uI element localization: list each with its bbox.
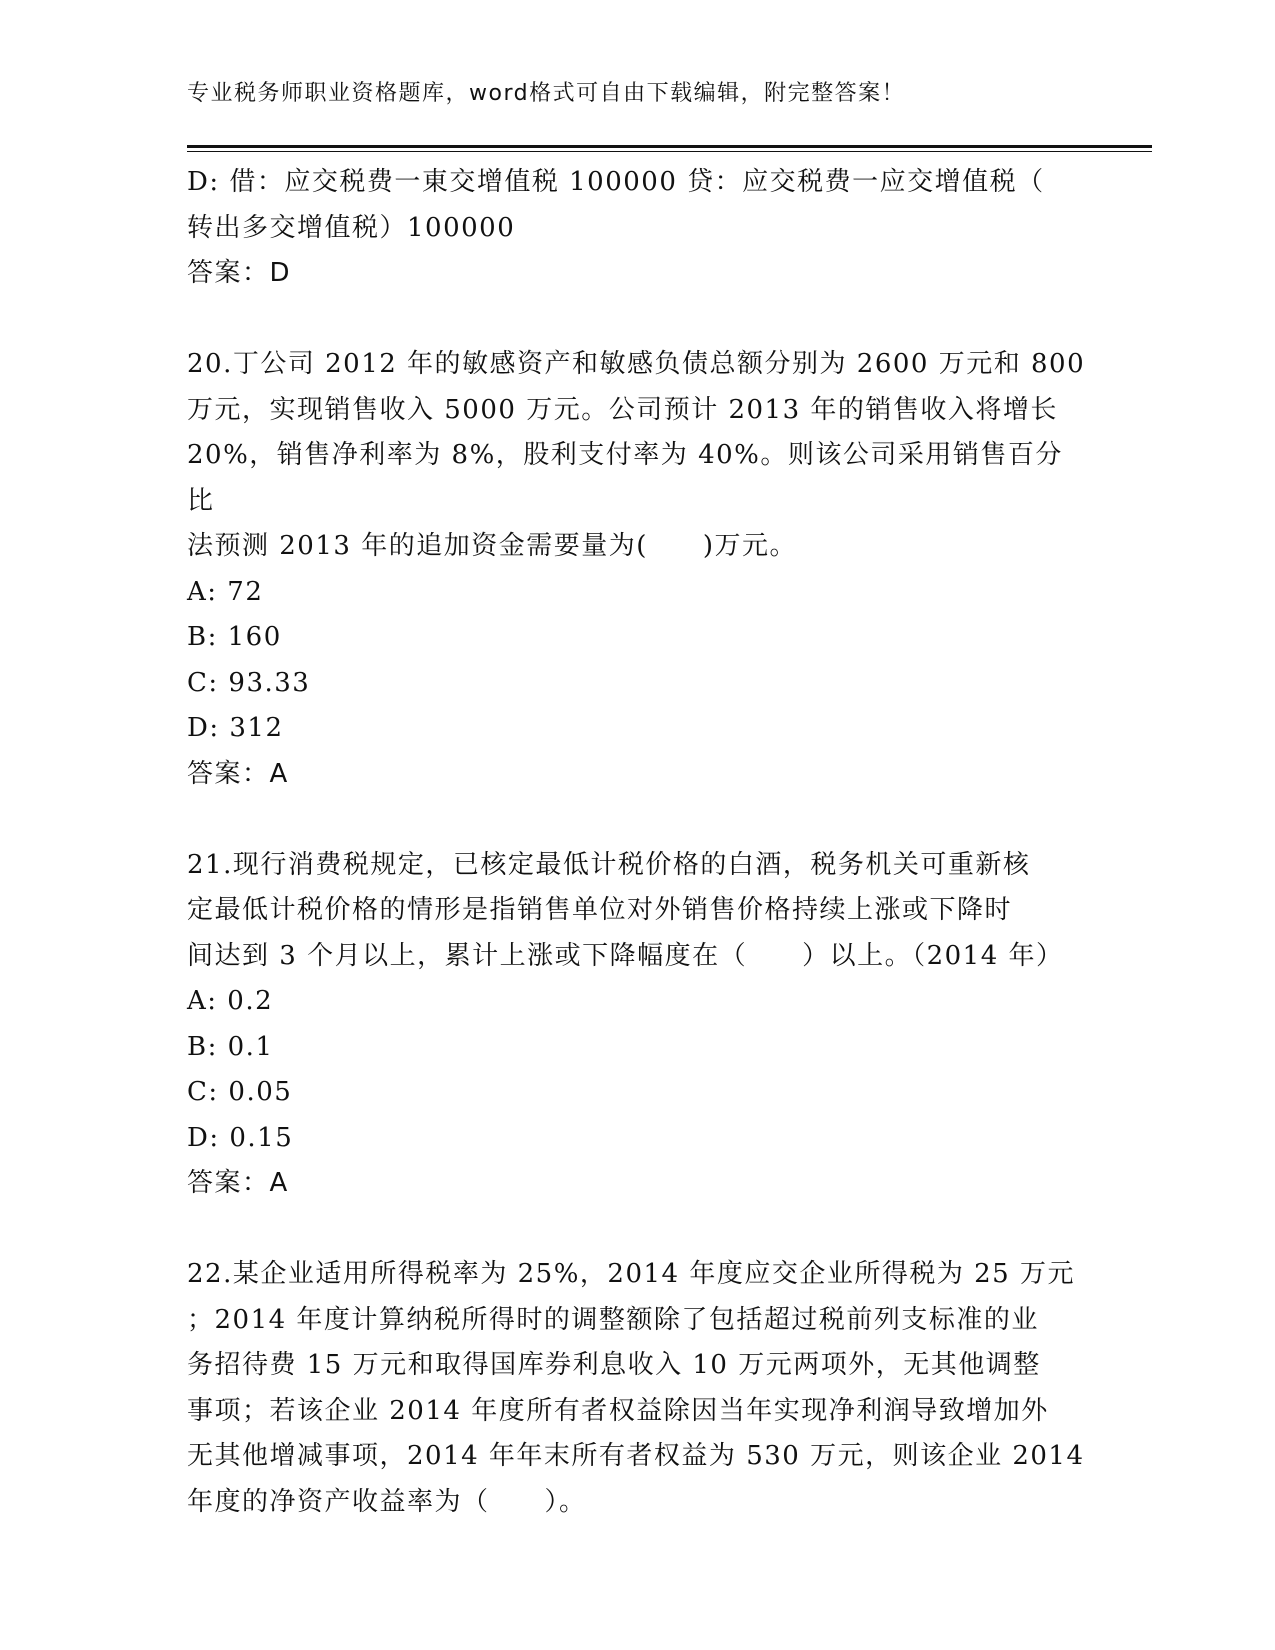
question-stem-line: 事项；若该企业 2014 年度所有者权益除因当年实现净利润导致增加外 xyxy=(187,1395,1049,1426)
question-stem-line: 法预测 2013 年的追加资金需要量为( )万元。 xyxy=(187,531,797,561)
question-list xyxy=(187,160,1087,1525)
answer-line: 答案：A xyxy=(187,758,289,789)
question-block xyxy=(187,843,1087,1207)
question-block xyxy=(187,1252,1087,1525)
question-stem-line: 20%，销售净利率为 8%，股利支付率为 40%。则该公司采用销售百分比 xyxy=(187,440,1063,516)
question-stem-line: 年度的净资产收益率为（ ）。 xyxy=(187,1486,587,1517)
spacer xyxy=(187,297,1087,343)
question-block xyxy=(187,160,1087,297)
option-line: D: 借：应交税费一東交增值税 100000 贷：应交税费一应交增值税（ xyxy=(187,167,1045,197)
question-stem-line: 21.现行消费税规定，已核定最低计税价格的白酒，税务机关可重新核 xyxy=(187,849,1031,880)
option-d: D: 0.15 xyxy=(187,1122,294,1153)
question-stem-line: ；2014 年度计算纳税所得时的调整额除了包括超过税前列支标准的业 xyxy=(187,1304,1039,1335)
option-c: C: 0.05 xyxy=(187,1077,293,1107)
document-header: 专业税务师职业资格题库，word格式可自由下载编辑，附完整答案！ xyxy=(187,81,906,106)
header-rule-thin xyxy=(187,151,1152,152)
option-a: A: 72 xyxy=(187,576,264,607)
question-stem-line: 20.丁公司 2012 年的敏感资产和敏感负债总额分别为 2600 万元和 800 xyxy=(187,349,1086,379)
question-stem-line: 22.某企业适用所得税率为 25%，2014 年度应交企业所得税为 25 万元 xyxy=(187,1259,1075,1289)
option-b: B: 160 xyxy=(187,622,282,652)
option-c: C: 93.33 xyxy=(187,667,311,698)
spacer xyxy=(187,797,1087,843)
spacer xyxy=(187,1207,1087,1253)
question-block xyxy=(187,342,1087,797)
question-stem-line: 万元，实现销售收入 5000 万元。公司预计 2013 年的销售收入将增长 xyxy=(187,394,1058,425)
answer-line: 答案：D xyxy=(187,258,292,288)
header-rule-thick xyxy=(187,145,1152,148)
answer-line: 答案：A xyxy=(187,1168,289,1198)
option-b: B: 0.1 xyxy=(187,1031,274,1062)
option-a: A: 0.2 xyxy=(187,986,274,1016)
option-d: D: 312 xyxy=(187,713,284,743)
question-stem-line: 间达到 3 个月以上，累计上涨或下降幅度在（ ）以上。（2014 年） xyxy=(187,940,1064,971)
option-line: 转出多交增值税）100000 xyxy=(187,212,516,243)
question-stem-line: 无其他增减事项，2014 年年末所有者权益为 530 万元，则该企业 2014 xyxy=(187,1441,1085,1471)
question-stem-line: 定最低计税价格的情形是指销售单位对外销售价格持续上涨或下降时 xyxy=(187,895,1013,925)
question-stem-line: 务招待费 15 万元和取得国库券利息收入 10 万元两项外，无其他调整 xyxy=(187,1350,1041,1380)
